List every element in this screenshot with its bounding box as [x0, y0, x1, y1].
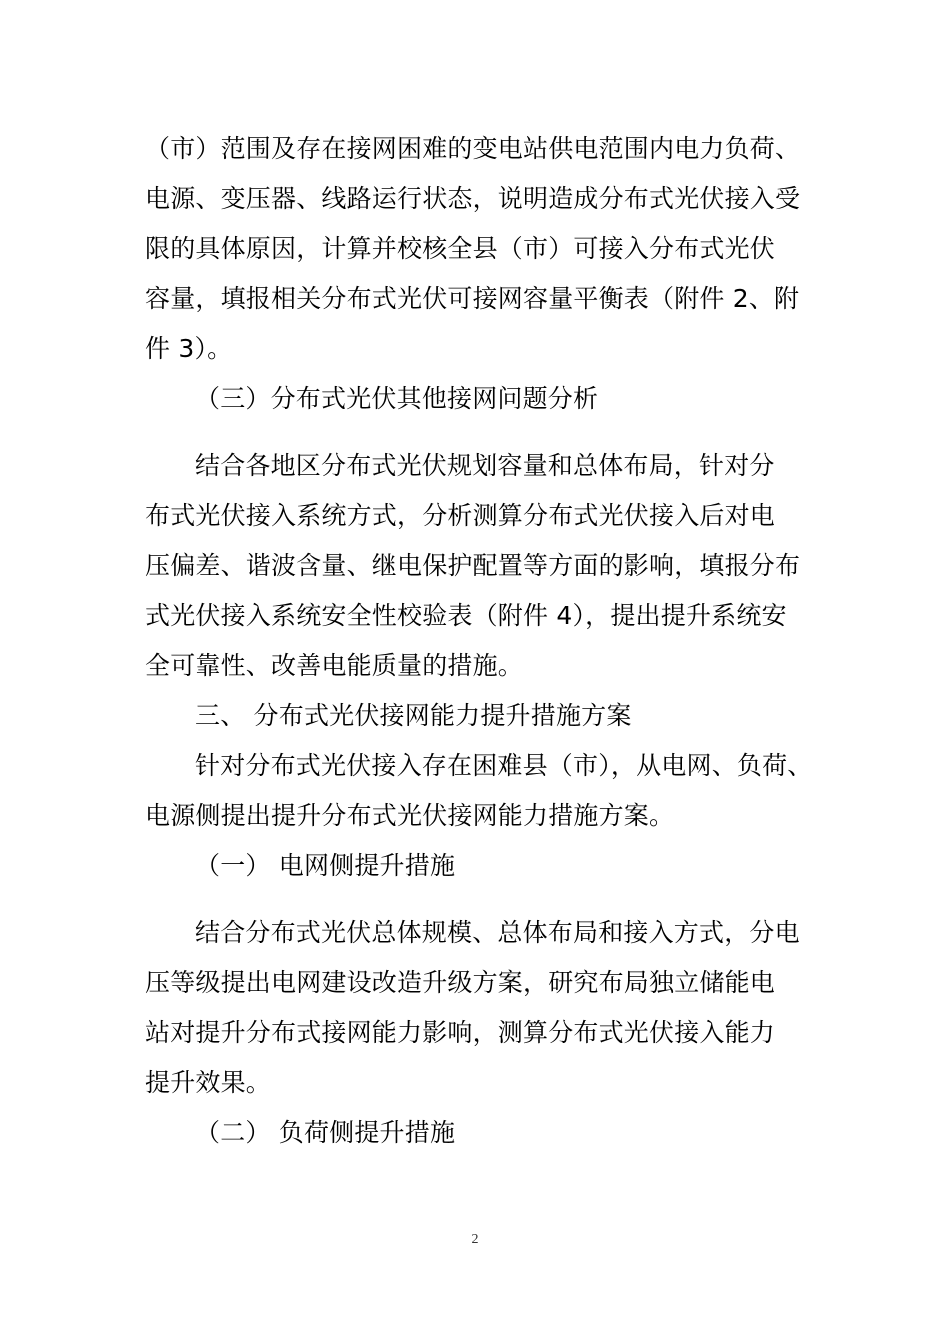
paragraph-line: 结合各地区分布式光伏规划容量和总体布局，针对分 [195, 451, 775, 480]
paragraph-line: 站对提升分布式接网能力影响，测算分布式光伏接入能力 [145, 1018, 776, 1047]
paragraph-line: 布式光伏接入系统方式，分析测算分布式光伏接入后对电 [145, 501, 776, 530]
paragraph-line: （市）范围及存在接网困难的变电站供电范围内电力负荷、 [145, 134, 801, 163]
paragraph-line: 结合分布式光伏总体规模、总体布局和接入方式，分电 [195, 918, 800, 947]
section-heading: （一） 电网侧提升措施 [195, 851, 456, 880]
paragraph-line: 容量，填报相关分布式光伏可接网容量平衡表（附件 2、附 [145, 284, 800, 313]
paragraph-line: 全可靠性、改善电能质量的措施。 [145, 651, 524, 680]
page-number: 2 [471, 1232, 479, 1247]
paragraph-line: 针对分布式光伏接入存在困难县（市），从电网、负荷、 [195, 751, 813, 780]
paragraph-line: 电源、变压器、线路运行状态，说明造成分布式光伏接入受 [145, 184, 801, 213]
paragraph-line: 式光伏接入系统安全性校验表（附件 4），提出提升系统安 [145, 601, 787, 630]
paragraph-line: 压偏差、谐波含量、继电保护配置等方面的影响，填报分布 [145, 551, 801, 580]
paragraph-line: 提升效果。 [145, 1068, 272, 1097]
paragraph-line: 限的具体原因，计算并校核全县（市）可接入分布式光伏 [145, 234, 776, 263]
paragraph-line: 件 3）。 [145, 334, 233, 363]
paragraph-line: 压等级提出电网建设改造升级方案，研究布局独立储能电 [145, 968, 776, 997]
section-heading: （二） 负荷侧提升措施 [195, 1118, 456, 1147]
paragraph-line: 电源侧提出提升分布式光伏接网能力措施方案。 [145, 801, 675, 830]
chapter-heading: 三、 分布式光伏接网能力提升措施方案 [195, 701, 632, 730]
section-heading: （三）分布式光伏其他接网问题分析 [195, 384, 599, 413]
